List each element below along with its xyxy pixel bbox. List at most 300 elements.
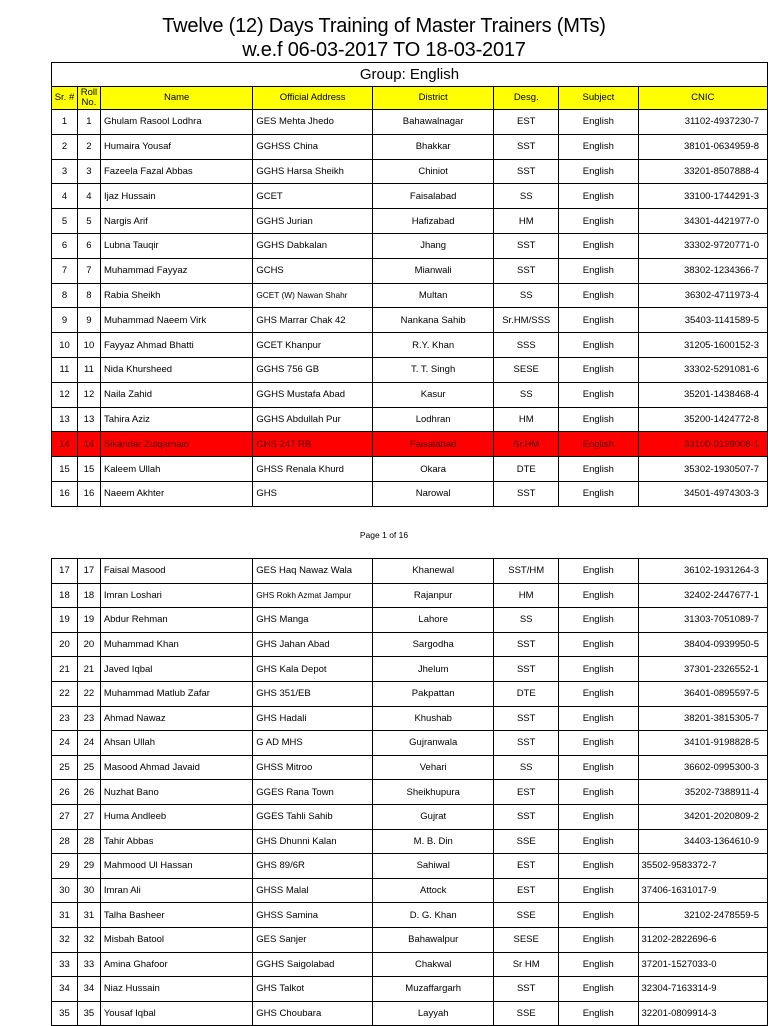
- cell-district: Layyah: [373, 1001, 494, 1026]
- cell-cnic: 34501-4974303-3: [638, 481, 767, 506]
- header-roll: Roll No.: [77, 87, 100, 110]
- cell-subject: English: [559, 1001, 638, 1026]
- cell-district: Khanewal: [373, 559, 494, 584]
- table-row: [52, 608, 768, 633]
- header-subject: Subject: [559, 87, 638, 110]
- cell-cnic: 38101-0634959-8: [638, 134, 767, 159]
- cell-desg: Sr.HM: [494, 432, 559, 457]
- cell-desg: EST: [494, 854, 559, 879]
- cell-district: Muzaffargarh: [373, 977, 494, 1002]
- cell-district: Hafizabad: [373, 209, 494, 234]
- cell-sr: 15: [52, 457, 78, 482]
- table-row: [52, 357, 768, 382]
- cell-roll: 27: [77, 804, 100, 829]
- cell-sr: 17: [52, 559, 78, 584]
- cell-name: Ghulam Rasool Lodhra: [100, 110, 252, 135]
- table-row: [52, 977, 768, 1002]
- cell-desg: SESE: [494, 927, 559, 952]
- cell-desg: SS: [494, 283, 559, 308]
- cell-name: Naila Zahid: [100, 382, 252, 407]
- cell-desg: SS: [494, 755, 559, 780]
- cell-roll: 33: [77, 952, 100, 977]
- header-sr: Sr. #: [52, 87, 78, 110]
- table-row: [52, 632, 768, 657]
- cell-cnic: 33201-8507888-4: [638, 159, 767, 184]
- cell-sr: 1: [52, 110, 78, 135]
- table-row: [52, 854, 768, 879]
- cell-name: Talha Basheer: [100, 903, 252, 928]
- cell-desg: SSE: [494, 903, 559, 928]
- cell-address: GHS 89/6R: [253, 854, 373, 879]
- table-row: [52, 134, 768, 159]
- trainers-table-page-1: [51, 62, 768, 507]
- cell-roll: 7: [77, 258, 100, 283]
- cell-district: Chiniot: [373, 159, 494, 184]
- cell-district: Okara: [373, 457, 494, 482]
- cell-roll: 3: [77, 159, 100, 184]
- cell-address: GES Sanjer: [253, 927, 373, 952]
- cell-sr: 13: [52, 407, 78, 432]
- cell-name: Masood Ahmad Javaid: [100, 755, 252, 780]
- cell-cnic: 35502-9583372-7: [638, 854, 767, 879]
- cell-name: Humaira Yousaf: [100, 134, 252, 159]
- group-heading: Group: English: [52, 63, 768, 87]
- cell-address: GGHS Abdullah Pur: [253, 407, 373, 432]
- cell-district: Nankana Sahib: [373, 308, 494, 333]
- cell-address: GHS 351/EB: [253, 681, 373, 706]
- cell-desg: SST: [494, 706, 559, 731]
- cell-sr: 16: [52, 481, 78, 506]
- cell-sr: 26: [52, 780, 78, 805]
- cell-sr: 14: [52, 432, 78, 457]
- cell-cnic: 38201-3815305-7: [638, 706, 767, 731]
- cell-address: GCET Khanpur: [253, 333, 373, 358]
- cell-name: Mahmood Ul Hassan: [100, 854, 252, 879]
- cell-name: Niaz Hussain: [100, 977, 252, 1002]
- column-headers: [52, 87, 768, 110]
- table-row: [52, 258, 768, 283]
- cell-sr: 18: [52, 583, 78, 608]
- cell-subject: English: [559, 583, 638, 608]
- cell-desg: SST: [494, 481, 559, 506]
- cell-address: GES Haq Nawaz Wala: [253, 559, 373, 584]
- page-footer: Page 1 of 16: [359, 530, 409, 540]
- cell-name: Ahsan Ullah: [100, 731, 252, 756]
- cell-roll: 25: [77, 755, 100, 780]
- cell-sr: 6: [52, 233, 78, 258]
- cell-cnic: 32304-7163314-9: [638, 977, 767, 1002]
- cell-roll: 15: [77, 457, 100, 482]
- cell-address: GGHS Dabkalan: [253, 233, 373, 258]
- table-row: [52, 903, 768, 928]
- cell-desg: Sr HM: [494, 952, 559, 977]
- cell-sr: 32: [52, 927, 78, 952]
- cell-sr: 4: [52, 184, 78, 209]
- table-row: [52, 159, 768, 184]
- cell-district: Rajanpur: [373, 583, 494, 608]
- cell-name: Faisal Masood: [100, 559, 252, 584]
- cell-desg: SST: [494, 657, 559, 682]
- cell-cnic: 34301-4421977-0: [638, 209, 767, 234]
- cell-subject: English: [559, 755, 638, 780]
- cell-name: Fazeela Fazal Abbas: [100, 159, 252, 184]
- cell-subject: English: [559, 952, 638, 977]
- cell-subject: English: [559, 283, 638, 308]
- table-row: [52, 333, 768, 358]
- cell-cnic: 33100-0199008-1: [638, 432, 767, 457]
- cell-address: GHS: [253, 481, 373, 506]
- cell-roll: 6: [77, 233, 100, 258]
- cell-address: GGES Tahli Sahib: [253, 804, 373, 829]
- cell-subject: English: [559, 804, 638, 829]
- cell-cnic: 35200-1424772-8: [638, 407, 767, 432]
- cell-name: Imran Loshari: [100, 583, 252, 608]
- cell-sr: 27: [52, 804, 78, 829]
- cell-district: Khushab: [373, 706, 494, 731]
- cell-roll: 9: [77, 308, 100, 333]
- cell-cnic: 37201-1527033-0: [638, 952, 767, 977]
- cell-desg: SST: [494, 258, 559, 283]
- cell-desg: EST: [494, 780, 559, 805]
- cell-address: GCHS: [253, 258, 373, 283]
- cell-roll: 17: [77, 559, 100, 584]
- cell-subject: English: [559, 209, 638, 234]
- cell-cnic: 38302-1234366-7: [638, 258, 767, 283]
- cell-sr: 34: [52, 977, 78, 1002]
- cell-cnic: 32102-2478559-5: [638, 903, 767, 928]
- document-date-range: w.e.f 06-03-2017 TO 18-03-2017: [242, 39, 526, 61]
- cell-subject: English: [559, 407, 638, 432]
- cell-subject: English: [559, 829, 638, 854]
- cell-district: Mianwali: [373, 258, 494, 283]
- cell-subject: English: [559, 481, 638, 506]
- cell-name: Muhammad Matlub Zafar: [100, 681, 252, 706]
- cell-district: D. G. Khan: [373, 903, 494, 928]
- cell-roll: 4: [77, 184, 100, 209]
- table-row: [52, 829, 768, 854]
- table-row: [52, 927, 768, 952]
- header-name: Name: [100, 87, 252, 110]
- cell-desg: SSS: [494, 333, 559, 358]
- table-row: [52, 382, 768, 407]
- cell-cnic: 35302-1930507-7: [638, 457, 767, 482]
- cell-address: GHS 247 RB: [253, 432, 373, 457]
- cell-desg: SST: [494, 134, 559, 159]
- cell-address: GGHS 756 GB: [253, 357, 373, 382]
- cell-address: GHS Manga: [253, 608, 373, 633]
- cell-cnic: 37301-2326552-1: [638, 657, 767, 682]
- cell-roll: 32: [77, 927, 100, 952]
- cell-desg: SST: [494, 159, 559, 184]
- table-body-page-2: [52, 559, 768, 1026]
- cell-sr: 25: [52, 755, 78, 780]
- cell-roll: 13: [77, 407, 100, 432]
- table-row: [52, 706, 768, 731]
- cell-name: Nuzhat Bano: [100, 780, 252, 805]
- cell-roll: 35: [77, 1001, 100, 1026]
- cell-desg: SS: [494, 608, 559, 633]
- cell-desg: SST/HM: [494, 559, 559, 584]
- cell-cnic: 34201-2020809-2: [638, 804, 767, 829]
- cell-sr: 12: [52, 382, 78, 407]
- cell-district: Gujranwala: [373, 731, 494, 756]
- table-row: [52, 407, 768, 432]
- cell-roll: 23: [77, 706, 100, 731]
- cell-address: G AD MHS: [253, 731, 373, 756]
- cell-sr: 19: [52, 608, 78, 633]
- header-cnic: CNIC: [638, 87, 767, 110]
- cell-subject: English: [559, 308, 638, 333]
- cell-district: Faisalabad: [373, 432, 494, 457]
- cell-desg: SS: [494, 184, 559, 209]
- cell-cnic: 31303-7051089-7: [638, 608, 767, 633]
- cell-roll: 12: [77, 382, 100, 407]
- cell-roll: 19: [77, 608, 100, 633]
- cell-district: Jhelum: [373, 657, 494, 682]
- table-row: [52, 184, 768, 209]
- cell-name: Imran Ali: [100, 878, 252, 903]
- cell-roll: 30: [77, 878, 100, 903]
- cell-sr: 3: [52, 159, 78, 184]
- trainers-table-page-2: [51, 558, 768, 1026]
- cell-roll: 24: [77, 731, 100, 756]
- table-body-page-1: [52, 110, 768, 507]
- cell-subject: English: [559, 110, 638, 135]
- cell-district: Bahawalpur: [373, 927, 494, 952]
- cell-sr: 35: [52, 1001, 78, 1026]
- table-row: [52, 583, 768, 608]
- cell-sr: 23: [52, 706, 78, 731]
- cell-district: Bhakkar: [373, 134, 494, 159]
- cell-address: GHS Marrar Chak 42: [253, 308, 373, 333]
- cell-subject: English: [559, 233, 638, 258]
- cell-name: Kaleem Ullah: [100, 457, 252, 482]
- table-row: [52, 1001, 768, 1026]
- cell-subject: English: [559, 657, 638, 682]
- cell-name: Naeem Akhter: [100, 481, 252, 506]
- cell-sr: 11: [52, 357, 78, 382]
- cell-roll: 28: [77, 829, 100, 854]
- cell-name: Huma Andleeb: [100, 804, 252, 829]
- cell-name: Muhammad Fayyaz: [100, 258, 252, 283]
- cell-district: Sheikhupura: [373, 780, 494, 805]
- cell-district: Narowal: [373, 481, 494, 506]
- cell-address: GGHS Saigolabad: [253, 952, 373, 977]
- cell-desg: SST: [494, 731, 559, 756]
- cell-address: GHS Hadali: [253, 706, 373, 731]
- cell-roll: 20: [77, 632, 100, 657]
- table-row: [52, 233, 768, 258]
- cell-name: Yousaf Iqbal: [100, 1001, 252, 1026]
- cell-sr: 10: [52, 333, 78, 358]
- cell-subject: English: [559, 184, 638, 209]
- cell-name: Ijaz Hussain: [100, 184, 252, 209]
- cell-subject: English: [559, 134, 638, 159]
- cell-address: GGHS Harsa Sheikh: [253, 159, 373, 184]
- cell-roll: 31: [77, 903, 100, 928]
- cell-name: Ahmad Nawaz: [100, 706, 252, 731]
- cell-district: Faisalabad: [373, 184, 494, 209]
- cell-cnic: 35403-1141589-5: [638, 308, 767, 333]
- cell-district: Pakpattan: [373, 681, 494, 706]
- cell-cnic: 36102-1931264-3: [638, 559, 767, 584]
- cell-roll: 14: [77, 432, 100, 457]
- header-address: Official Address: [253, 87, 373, 110]
- cell-subject: English: [559, 159, 638, 184]
- cell-district: Sahiwal: [373, 854, 494, 879]
- cell-address: GHS Kala Depot: [253, 657, 373, 682]
- cell-subject: English: [559, 731, 638, 756]
- cell-cnic: 36302-4711973-4: [638, 283, 767, 308]
- cell-roll: 18: [77, 583, 100, 608]
- cell-subject: English: [559, 977, 638, 1002]
- cell-cnic: 38404-0939950-5: [638, 632, 767, 657]
- cell-roll: 34: [77, 977, 100, 1002]
- cell-cnic: 31202-2822696-6: [638, 927, 767, 952]
- cell-district: T. T. Singh: [373, 357, 494, 382]
- cell-sr: 31: [52, 903, 78, 928]
- cell-district: Multan: [373, 283, 494, 308]
- cell-name: Nargis Arif: [100, 209, 252, 234]
- cell-address: GHSS Mitroo: [253, 755, 373, 780]
- cell-sr: 8: [52, 283, 78, 308]
- table-row: [52, 731, 768, 756]
- cell-address: GGHSS China: [253, 134, 373, 159]
- table-row: [52, 481, 768, 506]
- cell-address: GHS Choubara: [253, 1001, 373, 1026]
- cell-subject: English: [559, 333, 638, 358]
- cell-desg: SS: [494, 382, 559, 407]
- cell-roll: 2: [77, 134, 100, 159]
- cell-subject: English: [559, 382, 638, 407]
- cell-address: GHSS Renala Khurd: [253, 457, 373, 482]
- table-row: [52, 110, 768, 135]
- cell-address: GHSS Samina: [253, 903, 373, 928]
- cell-roll: 22: [77, 681, 100, 706]
- cell-district: Jhang: [373, 233, 494, 258]
- table-row: [52, 283, 768, 308]
- cell-name: Abdur Rehman: [100, 608, 252, 633]
- cell-district: Lahore: [373, 608, 494, 633]
- cell-subject: English: [559, 878, 638, 903]
- cell-cnic: 36401-0895597-5: [638, 681, 767, 706]
- cell-cnic: 31102-4937230-7: [638, 110, 767, 135]
- cell-name: Misbah Batool: [100, 927, 252, 952]
- cell-desg: HM: [494, 209, 559, 234]
- cell-roll: 16: [77, 481, 100, 506]
- cell-sr: 9: [52, 308, 78, 333]
- cell-sr: 2: [52, 134, 78, 159]
- cell-cnic: 34101-9198828-5: [638, 731, 767, 756]
- table-row: [52, 457, 768, 482]
- cell-desg: DTE: [494, 457, 559, 482]
- cell-subject: English: [559, 780, 638, 805]
- cell-subject: English: [559, 258, 638, 283]
- cell-name: Amina Ghafoor: [100, 952, 252, 977]
- cell-desg: SST: [494, 977, 559, 1002]
- table-row: [52, 755, 768, 780]
- cell-address: GES Mehta Jhedo: [253, 110, 373, 135]
- cell-address: GGHS Jurian: [253, 209, 373, 234]
- cell-name: Nida Khursheed: [100, 357, 252, 382]
- header-district: District: [373, 87, 494, 110]
- table-row: [52, 559, 768, 584]
- cell-sr: 24: [52, 731, 78, 756]
- cell-district: Sargodha: [373, 632, 494, 657]
- cell-address: GHS Talkot: [253, 977, 373, 1002]
- cell-roll: 5: [77, 209, 100, 234]
- cell-cnic: 35202-7388911-4: [638, 780, 767, 805]
- cell-roll: 21: [77, 657, 100, 682]
- table-row: [52, 209, 768, 234]
- cell-name: Muhammad Khan: [100, 632, 252, 657]
- cell-name: Tahir Abbas: [100, 829, 252, 854]
- table-row: [52, 878, 768, 903]
- cell-roll: 8: [77, 283, 100, 308]
- cell-roll: 1: [77, 110, 100, 135]
- cell-name: Sikandar Zulqarnain: [100, 432, 252, 457]
- cell-address: GHSS Malal: [253, 878, 373, 903]
- cell-subject: English: [559, 854, 638, 879]
- cell-sr: 28: [52, 829, 78, 854]
- cell-roll: 10: [77, 333, 100, 358]
- table-row: [52, 804, 768, 829]
- cell-subject: English: [559, 608, 638, 633]
- cell-desg: SST: [494, 233, 559, 258]
- cell-desg: EST: [494, 878, 559, 903]
- cell-cnic: 37406-1631017-9: [638, 878, 767, 903]
- cell-sr: 30: [52, 878, 78, 903]
- cell-desg: SSE: [494, 1001, 559, 1026]
- cell-district: Chakwal: [373, 952, 494, 977]
- cell-roll: 29: [77, 854, 100, 879]
- cell-cnic: 34403-1364610-9: [638, 829, 767, 854]
- cell-name: Javed Iqbal: [100, 657, 252, 682]
- table-row: [52, 657, 768, 682]
- cell-desg: SESE: [494, 357, 559, 382]
- cell-subject: English: [559, 357, 638, 382]
- cell-sr: 20: [52, 632, 78, 657]
- header-desg: Desg.: [494, 87, 559, 110]
- cell-cnic: 32402-2447677-1: [638, 583, 767, 608]
- cell-subject: English: [559, 432, 638, 457]
- cell-subject: English: [559, 927, 638, 952]
- cell-district: Vehari: [373, 755, 494, 780]
- cell-address: GCET: [253, 184, 373, 209]
- cell-district: Lodhran: [373, 407, 494, 432]
- cell-sr: 5: [52, 209, 78, 234]
- cell-desg: DTE: [494, 681, 559, 706]
- cell-desg: EST: [494, 110, 559, 135]
- cell-desg: SST: [494, 804, 559, 829]
- cell-name: Fayyaz Ahmad Bhatti: [100, 333, 252, 358]
- cell-address: GHS Jahan Abad: [253, 632, 373, 657]
- cell-address: GGHS Mustafa Abad: [253, 382, 373, 407]
- cell-name: Muhammad Naeem Virk: [100, 308, 252, 333]
- cell-roll: 11: [77, 357, 100, 382]
- cell-desg: HM: [494, 583, 559, 608]
- table-row: [52, 681, 768, 706]
- cell-sr: 33: [52, 952, 78, 977]
- cell-cnic: 33302-5291081-6: [638, 357, 767, 382]
- cell-name: Lubna Tauqir: [100, 233, 252, 258]
- table-row: [52, 432, 768, 457]
- cell-name: Rabia Sheikh: [100, 283, 252, 308]
- cell-subject: English: [559, 903, 638, 928]
- cell-desg: SSE: [494, 829, 559, 854]
- cell-sr: 21: [52, 657, 78, 682]
- cell-subject: English: [559, 632, 638, 657]
